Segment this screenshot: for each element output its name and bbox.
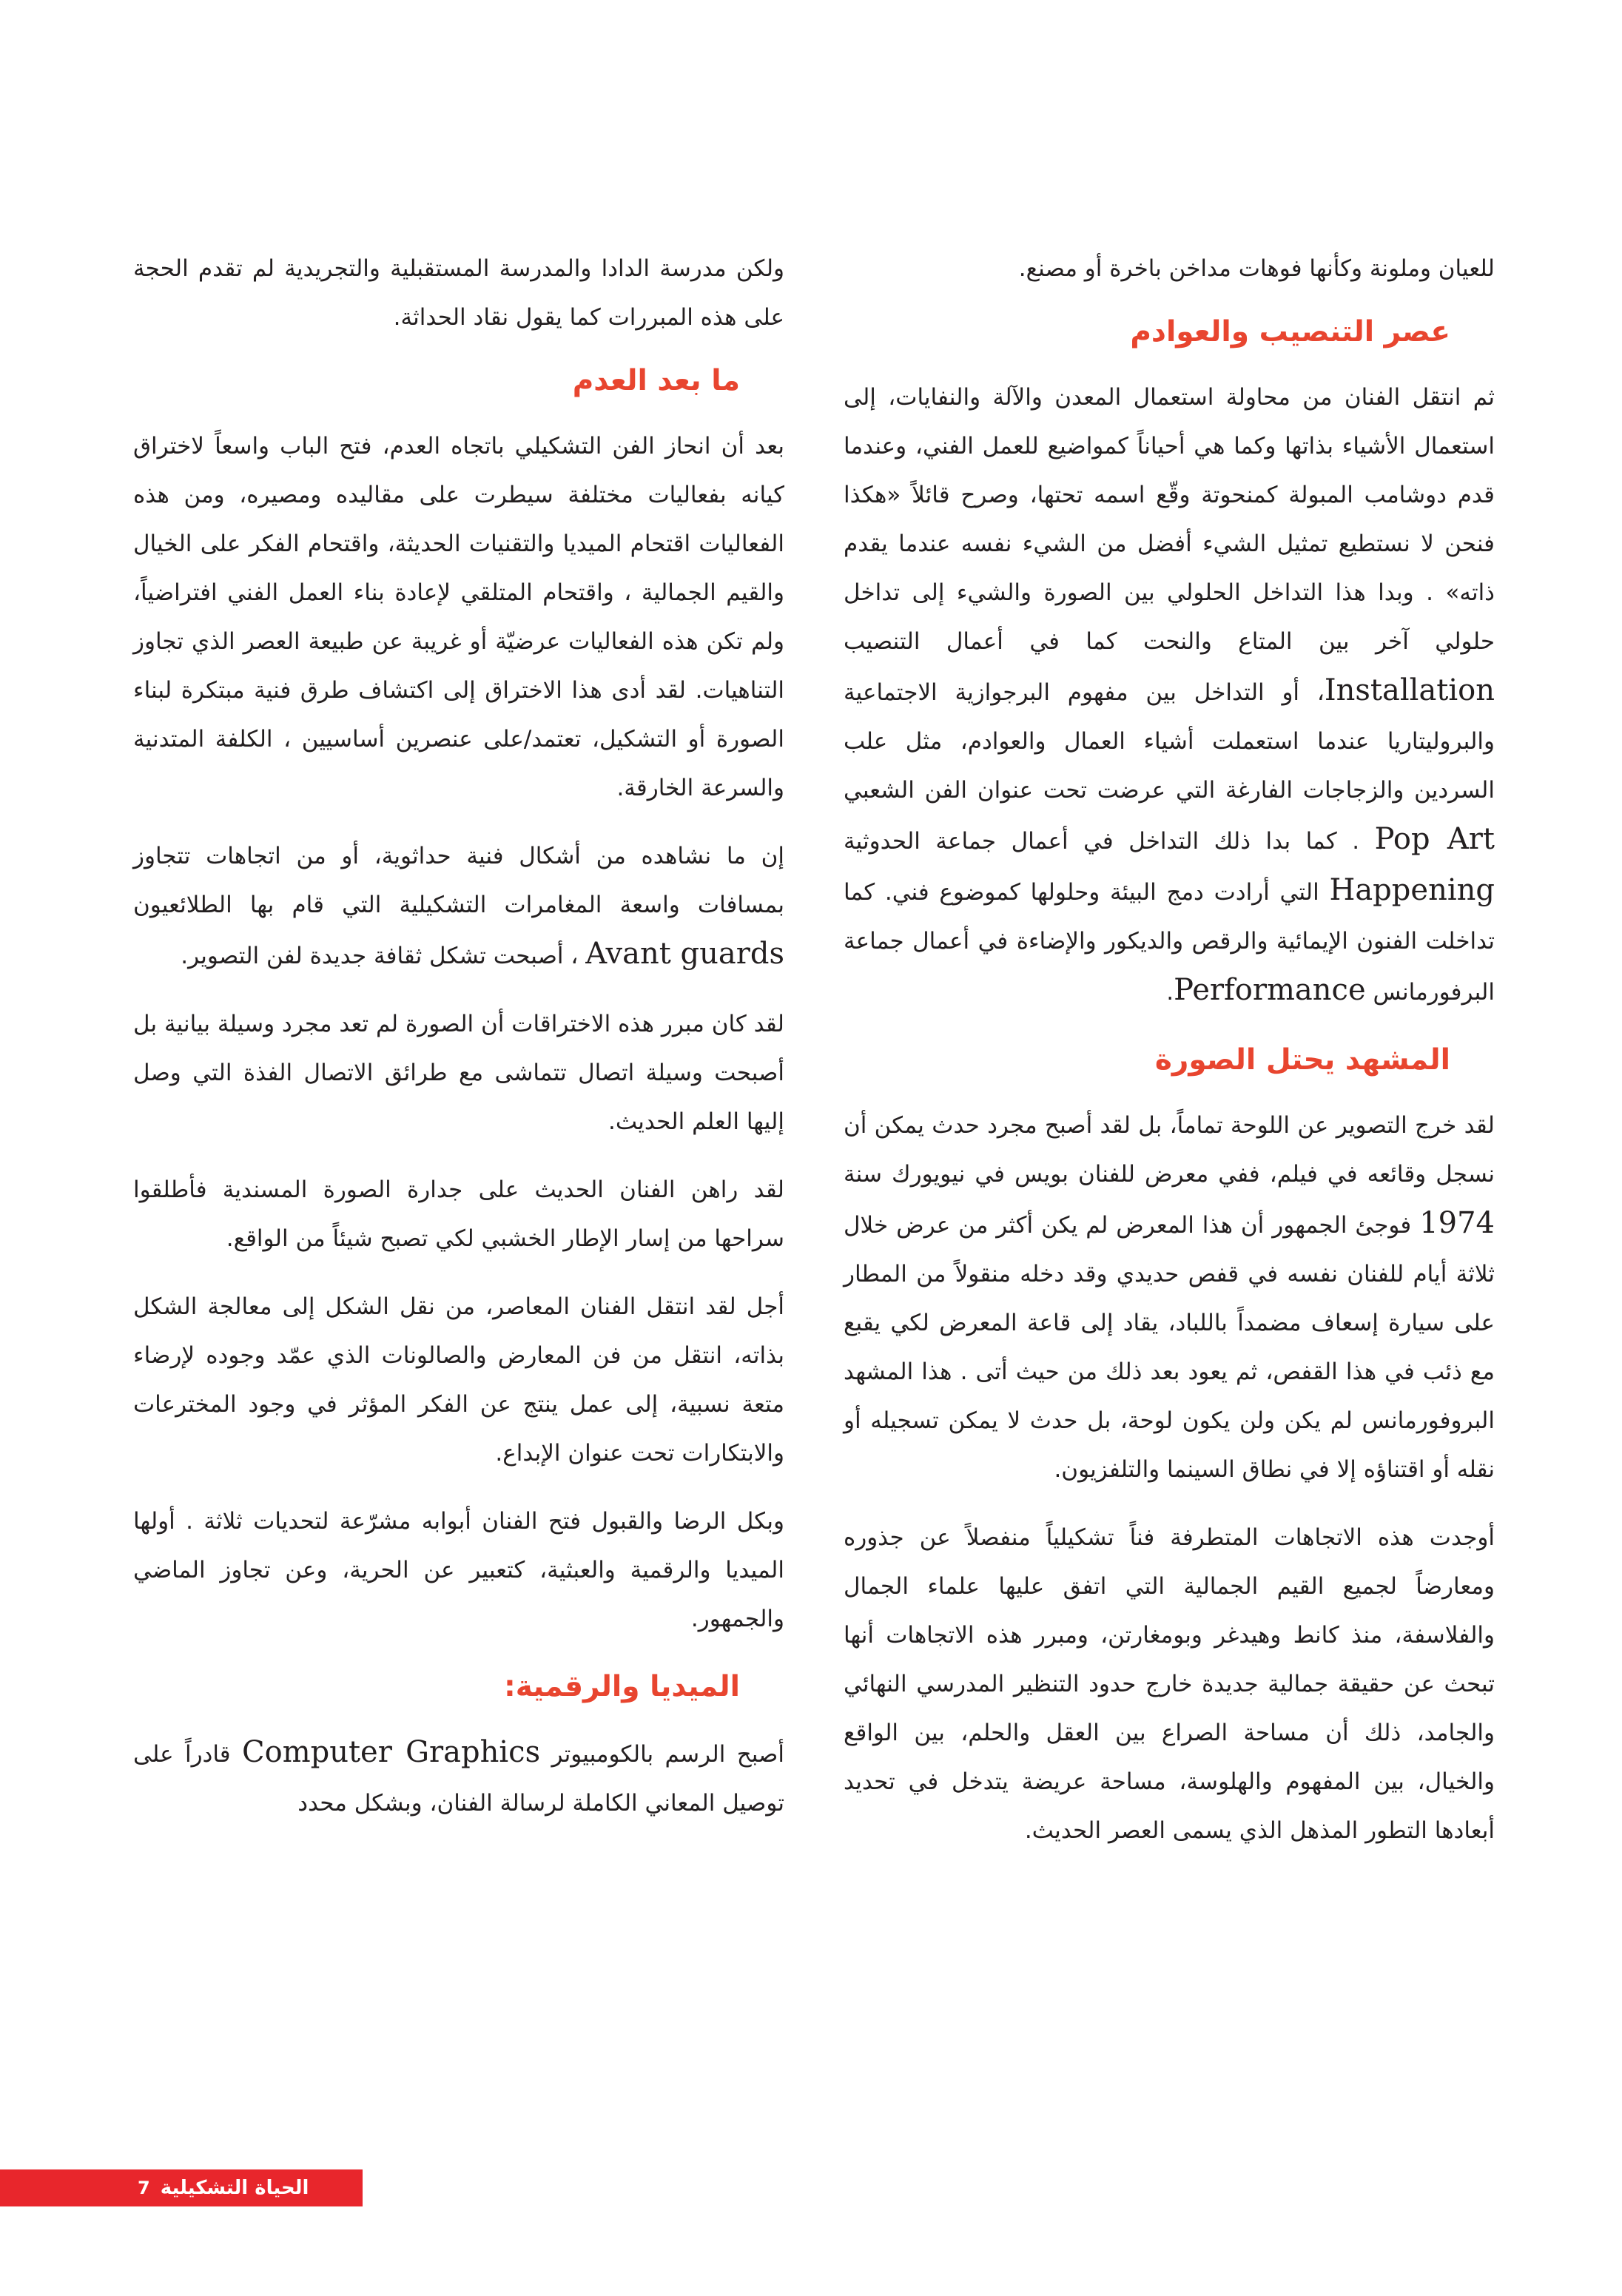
latin-term-pop-art: Pop Art — [1374, 822, 1495, 856]
left-column — [133, 244, 784, 1842]
section-heading-installation: عصر التنصيب والعوادم — [1130, 315, 1450, 349]
paragraph-three-challenges: وبكل الرضا والقبول فتح الفنان أبوابه مشرّعة لتحديات ثلاثة . أولها الميديا والرقمية والعبثية، كتعبير عن الحرية، وعن تجاوز الماضي والجمهور. — [133, 1508, 784, 1632]
latin-term-happening: Happening — [1329, 873, 1495, 907]
paragraph-computer-graphics: أصبح الرسم بالكومبيوتر Computer Graphics قادراً على توصيل المعاني الكاملة لرسالة الفنان، وبشكل محدد — [133, 1735, 784, 1817]
magazine-title: الحياة التشكيلية — [160, 2177, 309, 2199]
paragraph-avant-guards: إن ما نشاهده من أشكال فنية حداثوية، أو من اتجاهات تتجاوز بمسافات واسعة المغامرات التشكيلية التي قام بها الطلائعيون Avant guards ، أصبحت تشكل ثقافة جديدة لفن التصوير. — [133, 843, 784, 971]
latin-term-avant-guards: Avant guards — [585, 937, 784, 971]
paragraph-continuation: للعيان وملونة وكأنها فوهات مداخن باخرة أو مصنع. — [1018, 255, 1495, 282]
paragraph-easel-image: لقد راهن الفنان الحديث على جدارة الصورة المسندية فأطلقوا سراحها من إسار الإطار الخشبي لكي تصبح شيئاً من الواقع. — [133, 1176, 784, 1252]
page-number: 7 — [138, 2178, 150, 2198]
latin-term-computer-graphics: Computer Graphics — [242, 1735, 541, 1769]
paragraph-extreme-trends: أوجدت هذه الاتجاهات المتطرفة فناً تشكيلياً منفصلاً عن جذوره ومعارضاً لجميع القيم الجمالية التي اتفق عليها علماء الجمال والفلاسفة، منذ كانط وهيدغر وبومغارتن، ومبرر هذه الاتجاهات أنها تبحث عن حقيقة جمالية جديدة خارج حدود التنظير المدرسي النهائي والجامد، ذلك أن مساحة الصراع بين العقل والحلم، بين الواقع والخيال، بين المفهوم والهلوسة، مساحة عريضة يتدخل في تحديد أبعادها التطور المذهل الذي يسمى العصر الحديث. — [844, 1524, 1495, 1844]
latin-term-performance: Performance — [1174, 973, 1366, 1007]
section-heading-after-nothingness: ما بعد العدم — [572, 364, 740, 397]
paragraph-dada: ولكن مدرسة الدادا والمدرسة المستقبلية والتجريدية لم تقدم الحجة على هذه المبررات كما يقول نقاد الحداثة. — [133, 255, 784, 331]
paragraph-communication: لقد كان مبرر هذه الاختراقات أن الصورة لم تعد مجرد وسيلة بيانية بل أصبحت وسيلة اتصال تتماشى مع طرائق الاتصال الفذة التي وصل إليها العلم الحديث. — [133, 1011, 784, 1135]
section-heading-scene: المشهد يحتل الصورة — [1154, 1043, 1450, 1077]
paragraph-penetration: بعد أن انحاز الفن التشكيلي باتجاه العدم، فتح الباب واسعاً لاختراق كيانه بفعاليات مختلفة سيطرت على مقاليده ومصيره، ومن هذه الفعاليات اقتحام الميديا والتقنيات الحديثة، واقتحام الفكر على الخيال والقيم الجمالية ، واقتحام المتلقي لإعادة بناء العمل الفني افتراضياً، ولم تكن هذه الفعاليات عرضيّة أو غريبة عن طبيعة العصر الذي تجاوز التناهيات. لقد أدى هذا الاختراق إلى اكتشاف طرق فنية مبتكرة لبناء الصورة أو التشكيل، تعتمد/على عنصرين أساسيين ، الكلفة المتدنية والسرعة الخارقة. — [133, 433, 784, 801]
latin-term-installation: Installation — [1324, 673, 1495, 707]
section-heading-media-digital: الميديا والرقمية: — [504, 1670, 740, 1703]
paragraph-installation: ثم انتقل الفنان من محاولة استعمال المعدن والآلة والنفايات، إلى استعمال الأشياء بذاتها وكما هي أحياناً كمواضيع للعمل الفني، وعندما قدم دوشامب المبولة كمنحوتة وقّع اسمه تحتها، وصرح قائلاً «هكذا فنحن لا نستطيع تمثيل الشيء أفضل من الشيء نفسه عندما يقدم ذاته» . وبدا هذا التداخل الحلولي بين الصورة والشيء إلى تداخل حلولي آخر بين المتاع والنحت كما في أعمال التنصيب Installation، أو التداخل بين مفهوم البرجوازية الاجتماعية والبروليتاريا عندما استعملت أشياء العمال والعوادم، مثل علب السردين والزجاجات الفارغة التي عرضت تحت عنوان الفن الشعبي Pop Art . كما بدا ذلك التداخل في أعمال جماعة الحدوثية Happening التي أرادت دمج البيئة وحلولها كموضوع فني. كما تداخلت الفنون الإيمائية والرقص والديكور والإضاءة في أعمال جماعة البرفورمانس Performance. — [844, 384, 1495, 1007]
right-column — [844, 244, 1495, 1874]
footer-page-tag — [0, 2169, 363, 2206]
year-number: 1974 — [1419, 1206, 1495, 1240]
paragraph-beuys: لقد خرج التصوير عن اللوحة تماماً، بل لقد أصبح مجرد حدث يمكن أن نسجل وقائعه في فيلم، ففي معرض للفنان بويس في نيويورك سنة 1974 فوجئ الجمهور أن هذا المعرض لم يكن أكثر من عرض خلال ثلاثة أيام للفنان نفسه في قفص حديدي وقد دخله منقولاً من المطار على سيارة إسعاف مضمداً باللباد، يقاد إلى قاعة المعرض لكي يقبع مع ذئب في هذا القفص، ثم يعود بعد ذلك من حيث أتى . هذا المشهد البروفورمانس لم يكن ولن يكون لوحة، بل حدث لا يمكن تسجيله أو نقله أو اقتناؤه إلا في نطاق السينما والتلفزيون. — [844, 1112, 1495, 1483]
paragraph-contemporary-artist: أجل لقد انتقل الفنان المعاصر، من نقل الشكل إلى معالجة الشكل بذاته، انتقل من فن المعارض والصالونات الذي عمّد وجوده لإرضاء متعة نسبية، إلى عمل ينتج عن الفكر المؤثر في وجود المخترعات والابتكارات تحت عنوان الإبداع. — [133, 1293, 784, 1467]
